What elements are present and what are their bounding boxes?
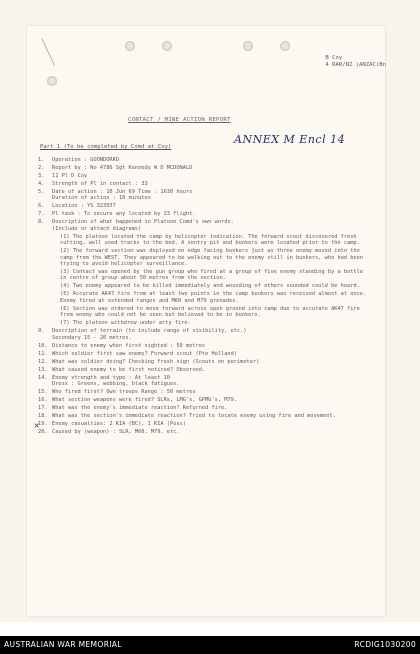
item-text: (1) The platoon located the camp by helicopter indication. The forward scout discovered fresh cutting, well used tracks to the bed. A sentry pit and bunkers were located prior to the camp. bbox=[60, 233, 360, 247]
report-item bbox=[38, 359, 368, 365]
header-unit-block bbox=[325, 55, 386, 68]
item-number: 9. bbox=[38, 328, 45, 335]
report-item bbox=[38, 173, 368, 179]
item-text: Description of what happened in Platoon Comd's own words. (Include or attach diagrams) bbox=[52, 219, 234, 232]
item-number: 19. bbox=[38, 421, 48, 428]
report-item bbox=[38, 203, 368, 209]
item-text: Pl task : To secure any located by 23 flight. bbox=[52, 211, 196, 218]
report-item bbox=[38, 389, 368, 395]
item-text: (3) Contact was opened by the gun group who fired at a group of five enemy standing by a bottle in centre of group about 50 metres from the section. bbox=[60, 269, 363, 282]
punch-hole bbox=[243, 41, 253, 51]
footer-institution: AUSTRALIAN WAR MEMORIAL bbox=[4, 640, 122, 649]
item-number: 13. bbox=[38, 366, 48, 373]
report-item bbox=[38, 189, 368, 202]
item-number: 1. bbox=[38, 157, 45, 163]
item-number: 12. bbox=[38, 358, 48, 365]
report-item bbox=[38, 283, 368, 289]
item-number: 15. bbox=[38, 389, 48, 396]
item-text: Which soldier first saw enemy? Forward scout (Pte Holland) bbox=[52, 350, 237, 357]
report-item bbox=[38, 421, 368, 427]
report-item bbox=[38, 211, 368, 217]
item-text: (2) The forward section was deployed on edge facing bunkers just as three enemy moved into the camp from the WEST. They appeared to be walking out to the enemy still in bunkers, who had been trying to avoid helicopter surveillance. bbox=[60, 248, 363, 268]
item-number: 16. bbox=[38, 397, 48, 404]
item-text: Enemy casualties: 2 KIA (BC), 1 KIA (Poss) bbox=[52, 421, 186, 428]
item-text: Description of terrain (to include range of visibility, etc.) Secondary 15 - 20 metres. bbox=[52, 328, 247, 341]
item-text: Who fired first? Own troops Range : 50 metres bbox=[52, 389, 196, 396]
item-text: 11 Pl D Coy bbox=[52, 173, 88, 179]
item-number bbox=[38, 283, 52, 289]
item-number: 11. bbox=[38, 350, 48, 357]
item-text: What was soldier doing? Checking fresh sign (Scouts on perimeter) bbox=[52, 358, 260, 365]
item-number bbox=[38, 320, 52, 326]
item-number: 20. bbox=[38, 429, 48, 436]
item-text: Distance to enemy when first sighted : 50 metres bbox=[52, 342, 206, 349]
report-item bbox=[38, 306, 368, 319]
report-title: CONTACT / MINE ACTION REPORT bbox=[128, 117, 231, 123]
report-item bbox=[38, 405, 368, 411]
report-item bbox=[38, 219, 368, 232]
report-item bbox=[38, 413, 368, 419]
report-item bbox=[38, 343, 368, 349]
header-coy: B Coy bbox=[325, 55, 343, 61]
item-text: (6) Section was ordered to move forward across open ground into camp due to accurate AK47 fire from enemy who could not be seen but believed to be in bunkers. bbox=[60, 305, 360, 319]
margin-strip bbox=[0, 622, 420, 636]
report-item bbox=[38, 351, 368, 357]
item-number bbox=[38, 291, 52, 304]
report-item bbox=[38, 248, 368, 267]
punch-hole bbox=[280, 41, 290, 51]
tick-mark-icon: ✕ bbox=[34, 421, 40, 431]
report-item bbox=[38, 328, 368, 341]
item-text: What was the section's immediate reaction? Tried to locate enemy using fire and movement. bbox=[52, 413, 336, 420]
item-text: What was the enemy's immediate reaction? Returned fire. bbox=[52, 405, 228, 412]
item-text: Strength of Pl in contact : 33 bbox=[52, 181, 148, 187]
header-unit: 4 RAR/NZ (ANZAC)Bn bbox=[325, 61, 386, 68]
item-number: 17. bbox=[38, 405, 48, 412]
report-item bbox=[38, 234, 368, 247]
item-number: 2. bbox=[38, 165, 45, 171]
item-number: 18. bbox=[38, 413, 48, 420]
item-number: 14. bbox=[38, 374, 48, 381]
pencil-mark bbox=[41, 32, 67, 66]
item-number: 6. bbox=[38, 203, 45, 210]
punch-hole bbox=[125, 41, 135, 51]
item-number bbox=[38, 248, 52, 267]
part-heading: Part 1 (To be completed by Comd at Coy) bbox=[40, 144, 172, 150]
item-number bbox=[38, 306, 52, 319]
item-text: Location : YS 323937 bbox=[52, 203, 116, 210]
item-text: Caused by (weapon) : SLR, M60, M79, etc. bbox=[52, 429, 180, 436]
punch-hole bbox=[47, 76, 57, 86]
report-item bbox=[38, 367, 368, 373]
report-item bbox=[38, 291, 368, 304]
item-text: What section weapons were fired? SLRs, LMG's, GPMG's, M79. bbox=[52, 397, 237, 404]
report-item bbox=[38, 397, 368, 403]
item-number: 8. bbox=[38, 219, 45, 226]
item-number: 7. bbox=[38, 211, 45, 218]
report-item bbox=[38, 157, 368, 163]
punch-hole bbox=[162, 41, 172, 51]
report-item bbox=[38, 181, 368, 187]
item-number: 4. bbox=[38, 181, 45, 187]
report-item bbox=[38, 269, 368, 282]
report-item bbox=[38, 165, 368, 171]
item-text: Enemy strength and type : At least 10 Dress : Greens, webbing, black fatigues. bbox=[52, 374, 180, 388]
archive-footer bbox=[0, 636, 420, 654]
item-text: What caused enemy to be first noticed? Observed. bbox=[52, 366, 206, 373]
report-item bbox=[38, 320, 368, 326]
item-text: Report by : No 4786 Sgt Kennedy W D MCDONALD bbox=[52, 165, 193, 171]
item-text: Date of action : 10 Jun 69 Time : 1630 hours Duration of action : 10 minutes bbox=[52, 189, 193, 202]
item-number: 5. bbox=[38, 189, 45, 195]
report-item bbox=[38, 429, 368, 435]
report-item bbox=[38, 375, 368, 388]
item-number: 3. bbox=[38, 173, 45, 179]
item-number bbox=[38, 234, 52, 247]
item-text: (5) Accurate AK47 fire from at least two points in the camp bunkers was received almost at once. Enemy fired at extended ranges and M60 and M79 grenades. bbox=[60, 291, 367, 304]
item-number bbox=[38, 269, 52, 282]
item-text: (4) Two enemy appeared to be killed immediately and wounding of others sounded could be heard. bbox=[60, 283, 360, 290]
item-number: 10. bbox=[38, 342, 48, 349]
item-text: Operation : GOONDORRO bbox=[52, 157, 119, 163]
annex-handwritten-note: ANNEX M Encl 14 bbox=[234, 133, 346, 146]
item-text: (7) The platoon withdrew under arty fire. bbox=[60, 320, 191, 327]
footer-reference: RCDIG1030200 bbox=[354, 640, 416, 649]
report-items bbox=[38, 157, 368, 437]
